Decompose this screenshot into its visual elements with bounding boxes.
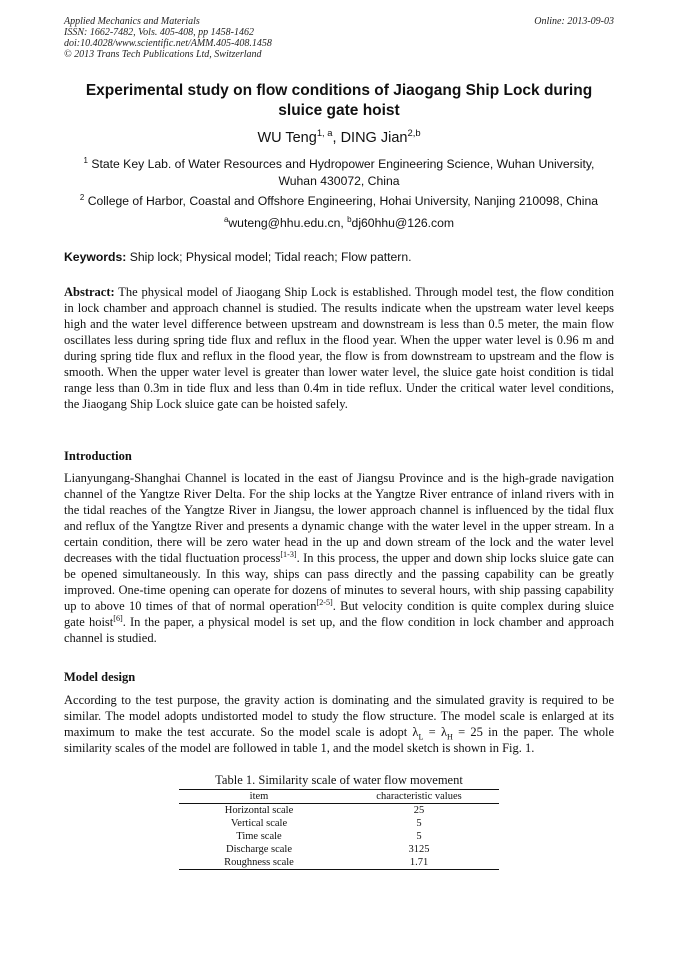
- table-cell: Roughness scale: [224, 857, 294, 868]
- table-row: [179, 817, 499, 830]
- citation: [2-5]: [316, 597, 333, 607]
- table-row: [179, 843, 499, 856]
- table-cell: 5: [416, 831, 422, 842]
- author-2: DING Jian: [340, 130, 408, 146]
- table-row: [179, 830, 499, 843]
- author-2-sup: 2,b: [407, 127, 421, 139]
- online-date: Online: 2013-09-03: [534, 16, 614, 27]
- similarity-table: [179, 789, 499, 870]
- copyright-line: © 2013 Trans Tech Publications Ltd, Switzerland: [64, 49, 262, 60]
- model-design-heading: Model design: [64, 670, 136, 684]
- abstract-text: The physical model of Jiaogang Ship Lock is established. Through model test, the flow condition in lock chamber and approach channel is studied. The results indicate when the upstream water level keeps high and the water level difference between upstream and downstream is less than 0.5 meter, the main flow oscillates less during spring tide flux and reflux in the flood year. When the upper water level is 0.96 m and during spring tide flux and reflux in the flood year, the flow is from downstream to upstream and the flow is smooth. When the upper water level is greater than lower water level, the sluice gate hoist condition is tidal range less than 0.3m in tide flux and less than 0.4m in tide reflux. Under the critical water level conditions, the Jiaogang Ship Lock sluice gate can be hoisted safely.: [64, 285, 614, 411]
- journal-name: Applied Mechanics and Materials: [64, 16, 200, 27]
- affiliation-2: $^2$ College of Harbor, Coastal and Offshore Engineering, Hohai University, Nanjing 210098, China: [79, 192, 599, 208]
- email-a: wuteng@hhu.edu.cn: [228, 216, 341, 230]
- keywords: [64, 250, 412, 264]
- citation: [1-3]: [280, 549, 297, 559]
- abstract-label: Abstract:: [64, 285, 115, 299]
- abstract: [64, 284, 614, 412]
- table-header-cell: item: [249, 791, 269, 802]
- author-1: WU Teng: [257, 130, 317, 146]
- keywords-text: Ship lock; Physical model; Tidal reach; Flow pattern.: [129, 250, 412, 264]
- table-caption: Table 1. Similarity scale of water flow movement: [215, 773, 463, 787]
- table-cell: 5: [416, 818, 422, 829]
- doi-line: doi:10.4028/www.scientific.net/AMM.405-408.1458: [64, 38, 272, 49]
- author-emails: $^a$wuteng@hhu.edu.cn, $^b$dj60hhu@126.com: [223, 214, 455, 230]
- journal-header: [64, 16, 272, 60]
- table-cell: 3125: [408, 844, 430, 855]
- table-cell: Vertical scale: [230, 818, 288, 829]
- model-design-paragraph: According to the test purpose, the gravity action is dominating and the simulated gravity is required to be similar. The model adopts undistorted model to study the flow structure. The model scale is enlarged at its maximum to make the test accurate. So the model scale is adopt $\lambda_L = \lambda_H = 25$ in the paper. The whole similarity scales of the model are followed in table 1, and the model sketch is shown in Fig. 1.: [64, 693, 614, 755]
- keywords-label: Keywords:: [64, 250, 127, 264]
- author-1-sup: 1, a: [316, 127, 333, 139]
- introduction-paragraph: Lianyungang-Shanghai Channel is located in the east of Jiangsu Province and is the high-grade navigation channel of the Yangtze River Delta. For the ship locks at the Yangtze River entrance of inland rivers with in the tidal reaches of the Yangtze River in Jiangsu, the lower approach channel is influenced by the tidal flux and reflux of the Yangtze River and presents a dynamic change with the water level in the upper stream. In a certain condition, there will be zero water head in the up and down stream of the lock and the water level decreases with the tidal fluctuation process[1-3]. In this process, the upper and down ship locks sluice gate can be opened simultaneously. In this way, ships can pass directly and the passing capability can be greatly improved. One-time opening can operate for dozens of minutes to several hours, with ship passing capability up to above 10 times of that of normal operation[2-5]. But velocity condition is quite complex during sluice gate hoist[6]. In the paper, a physical model is set up, and the flow condition in lock chamber and approach channel is studied.: [64, 471, 614, 645]
- table-cell: Horizontal scale: [224, 805, 294, 816]
- table-cell: 1.71: [409, 857, 429, 868]
- table-header-row: [179, 790, 499, 804]
- table-row: [179, 856, 499, 870]
- issn-line: ISSN: 1662-7482, Vols. 405-408, pp 1458-1462: [64, 27, 254, 38]
- paper-title: Experimental study on flow conditions of Jiaogang Ship Lock during sluice gate hoist: [85, 82, 593, 119]
- table-cell: 25: [413, 805, 425, 816]
- table-cell: Discharge scale: [226, 844, 292, 855]
- introduction-heading: Introduction: [64, 449, 132, 463]
- affiliation-1: $^1$ State Key Lab. of Water Resources and Hydropower Engineering Science, Wuhan University, Wuhan 430072, China: [83, 155, 595, 188]
- author-line: WU Teng$^{1, a}$, DING Jian$^{2,b}$: [257, 127, 421, 146]
- email-b: dj60hhu@126.com: [351, 216, 455, 230]
- table-row: [179, 804, 499, 818]
- table-cell: Time scale: [236, 831, 282, 842]
- citation: [6]: [113, 613, 123, 623]
- table-header-cell: characteristic values: [376, 791, 462, 802]
